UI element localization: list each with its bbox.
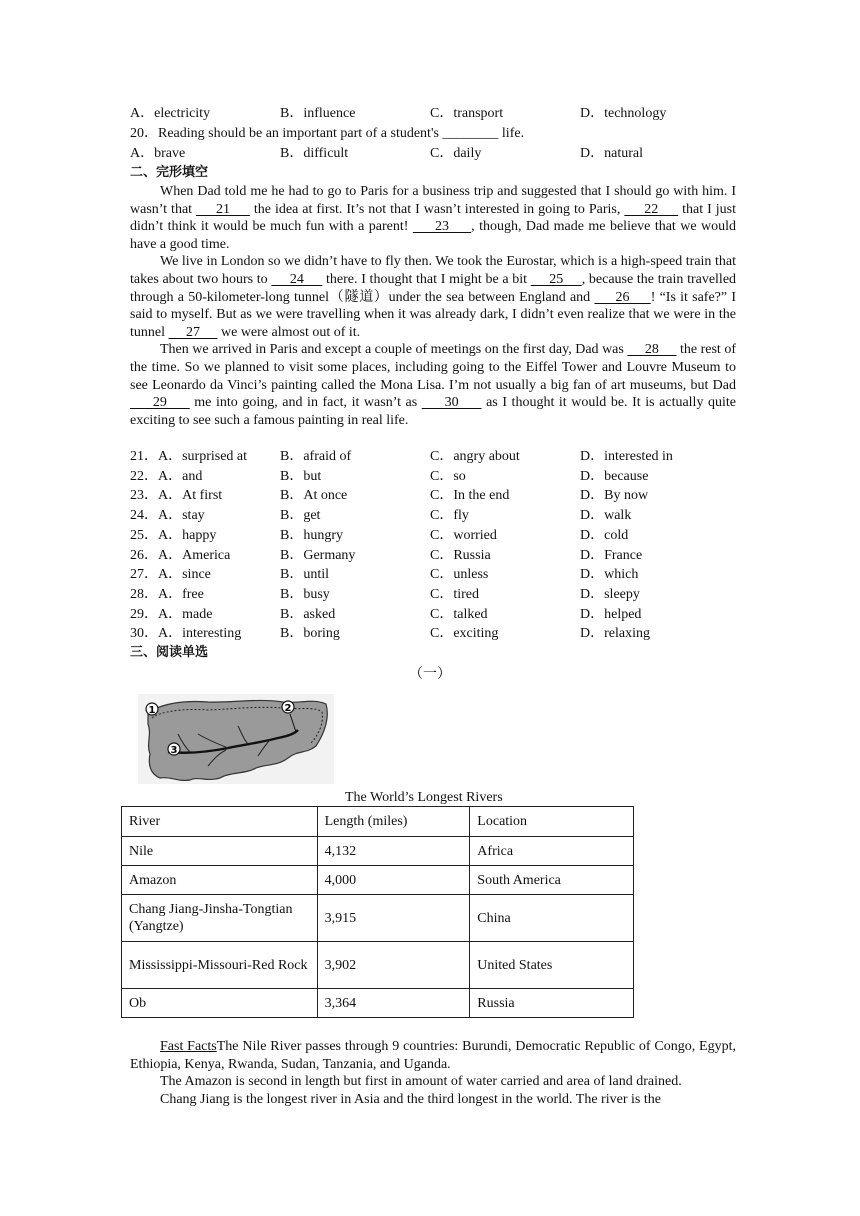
cloze-paragraph-2: We live in London so we didn’t have to fly then. We took the Eurostar, which is a high-speed train that takes about two hours to 24 there. I thought that I might be a bit 25 , because the train travelled through a 50-kilometer-long tunnel（隧道）under the sea between England and 26 ! “Is it safe?” I said to myself. But as we were travelling when it was already dark, I didn’t even realize that we were in the tunnel 27 we were almost out of it.	[130, 254, 737, 340]
cloze-paragraph-1: When Dad told me he had to go to Paris for a business trip and suggested that I should go with him. I wasn’t that 21 the idea at first. It’s not that I wasn’t interested in going to Paris, 22 that I just didn’t think it would be much fun with a parent! 23 , though, Dad made me believe that we would have a good time.	[130, 184, 737, 252]
blank-25: 25	[530, 271, 582, 287]
question-option	[580, 625, 650, 643]
question-number: 23．	[130, 488, 158, 504]
rivers-table	[121, 806, 634, 1018]
fast-facts	[130, 1038, 736, 1108]
question-option	[430, 606, 488, 624]
question-option	[280, 487, 347, 505]
question-option-text: B．busy	[280, 586, 330, 602]
question-option	[580, 566, 638, 584]
question-option-text: C．worried	[430, 527, 497, 543]
question-option-text: A．interesting	[158, 626, 242, 642]
question-option-text: C．In the end	[430, 488, 510, 504]
cell-river: Nile	[122, 837, 318, 866]
cloze-paragraph-3: Then we arrived in Paris and except a couple of meetings on the first day, Dad was 28 the rest of the time. So we planned to visit some places, including going to the Eiffel Tower and Louvre Museum to see Leonardo da Vinci’s painting called the Mona Lisa. I’m not usually a big fan of art museums, but Dad 29 me into going, and in fact, it wasn’t as 30 as I thought it would be. It is actually quite exciting to see such a famous painting in real life.	[130, 342, 737, 428]
cloze-passage	[130, 183, 736, 429]
question-row	[130, 487, 740, 505]
question-option-text: B．but	[280, 468, 322, 484]
passage-number: （一）	[409, 667, 451, 682]
question-option	[580, 448, 673, 466]
table-header-row	[122, 807, 634, 837]
question-option	[580, 586, 640, 604]
question-option-text: D．interested in	[580, 449, 673, 464]
question-option-text: B．hungry	[280, 527, 343, 543]
question-option	[430, 448, 520, 466]
question-number: 26．	[130, 547, 158, 563]
question-number: 22．	[130, 468, 158, 484]
question-option-text: D．By now	[580, 488, 649, 504]
question-option-text: C．angry about	[430, 449, 520, 464]
q19-options	[130, 105, 740, 123]
header-location: Location	[470, 807, 634, 837]
question-row	[130, 625, 740, 643]
header-length: Length (miles)	[317, 807, 470, 837]
question-option	[130, 547, 230, 565]
question-option-text: B．boring	[280, 626, 340, 642]
blank-21: 21	[196, 201, 250, 217]
blank-26: 26	[594, 289, 651, 305]
cell-location: South America	[470, 866, 634, 895]
blank-23: 23	[412, 219, 472, 235]
question-option	[280, 586, 330, 604]
question-option	[280, 468, 321, 486]
map-marker-3-label: 3	[170, 745, 178, 756]
fast-facts-paragraph-1: Fast FactsThe Nile River passes through 9 countries: Burundi, Democratic Republic of Congo, Egypt, Ethiopia, Kenya, Rwanda, Sudan, Tanzania, and Uganda.	[130, 1039, 736, 1072]
cell-river: Chang Jiang-Jinsha-Tongtian (Yangtze)	[122, 895, 318, 942]
question-number: 25．	[130, 527, 158, 543]
table-row	[122, 989, 634, 1018]
question-option-text: C．fly	[430, 508, 469, 524]
cell-length: 3,364	[317, 989, 470, 1018]
table-row	[122, 942, 634, 989]
question-option-text: A．free	[158, 586, 204, 602]
question-option-text: D．cold	[580, 527, 629, 543]
river-map-image	[138, 694, 334, 784]
table-row	[122, 837, 634, 866]
q20-options	[130, 145, 740, 163]
question-number: 28．	[130, 586, 158, 602]
question-option	[430, 547, 491, 565]
question-option-text: D．relaxing	[580, 626, 650, 642]
question-row	[130, 586, 740, 604]
q20-option-c: C．daily	[430, 146, 482, 161]
question-option-text: C．tired	[430, 586, 479, 602]
question-option	[580, 487, 648, 505]
cell-length: 3,915	[317, 895, 470, 942]
question-option-text: B．At once	[280, 488, 348, 504]
cell-length: 3,902	[317, 942, 470, 989]
question-option	[130, 606, 212, 624]
table-row	[122, 895, 634, 942]
question-option	[430, 586, 479, 604]
question-option	[130, 566, 211, 584]
question-option	[280, 507, 320, 525]
q20-option-a: A．brave	[130, 146, 186, 161]
question-option	[130, 586, 204, 604]
header-river: River	[122, 807, 318, 837]
question-option-text: A．stay	[158, 508, 205, 524]
question-option	[280, 547, 355, 565]
cell-river: Amazon	[122, 866, 318, 895]
table-row	[122, 866, 634, 895]
question-option	[280, 566, 329, 584]
question-option	[130, 487, 222, 505]
question-option	[280, 606, 335, 624]
question-option-text: B．asked	[280, 606, 336, 622]
question-option-text: D．helped	[580, 606, 642, 622]
question-option	[580, 527, 628, 545]
question-option	[580, 468, 648, 486]
question-option-text: C．so	[430, 468, 466, 484]
map-marker-2-label: 2	[284, 703, 292, 714]
q19-option-d: D．technology	[580, 106, 667, 121]
blank-24: 24	[271, 271, 323, 287]
question-option-text: D．because	[580, 468, 649, 484]
question-option	[130, 625, 241, 643]
cell-location: Africa	[470, 837, 634, 866]
section-3-title: 三、阅读单选	[130, 645, 209, 660]
map-marker-1-label: 1	[148, 705, 156, 716]
question-row	[130, 547, 740, 565]
cell-length: 4,000	[317, 866, 470, 895]
fast-facts-label: Fast Facts	[160, 1039, 217, 1054]
question-row	[130, 527, 740, 545]
question-option-text: C．talked	[430, 606, 488, 622]
question-option-text: A．made	[158, 606, 213, 622]
question-option	[130, 527, 216, 545]
question-row	[130, 566, 740, 584]
question-row	[130, 448, 740, 466]
q19-option-b: B．influence	[280, 106, 356, 121]
q20-option-b: B．difficult	[280, 146, 349, 161]
question-row	[130, 507, 740, 525]
question-option	[130, 448, 247, 466]
cell-location: China	[470, 895, 634, 942]
question-number: 27．	[130, 567, 158, 583]
question-option-text: A．America	[158, 547, 231, 563]
question-option	[280, 448, 351, 466]
question-option-text: A．since	[158, 567, 211, 583]
question-option-text: D．France	[580, 547, 643, 563]
blank-22: 22	[624, 201, 679, 217]
blank-28: 28	[627, 342, 677, 358]
question-option-text: D．which	[580, 567, 639, 583]
blank-30: 30	[421, 395, 482, 411]
question-option-text: A．and	[158, 468, 203, 484]
question-option-text: D．sleepy	[580, 586, 640, 602]
question-option-text: A．happy	[158, 527, 217, 543]
question-option	[280, 527, 343, 545]
section-2-title: 二、完形填空	[130, 165, 209, 180]
question-option-text: B．until	[280, 567, 330, 583]
blank-29: 29	[130, 395, 190, 411]
cell-location: United States	[470, 942, 634, 989]
blank-27: 27	[168, 324, 218, 340]
cell-river: Mississippi-Missouri-Red Rock	[122, 942, 318, 989]
table-caption: The World’s Longest Rivers	[345, 790, 503, 805]
question-option-text: A．At first	[158, 488, 223, 504]
question-number: 30．	[130, 626, 158, 642]
question-option	[130, 468, 202, 486]
question-option	[580, 547, 642, 565]
cell-length: 4,132	[317, 837, 470, 866]
question-number: 21．	[130, 449, 158, 464]
question-option-text: C．unless	[430, 567, 489, 583]
question-option-text: B．afraid of	[280, 449, 352, 464]
question-option	[280, 625, 340, 643]
question-option	[580, 606, 641, 624]
question-option-text: B．get	[280, 508, 321, 524]
cell-location: Russia	[470, 989, 634, 1018]
question-option-text: B．Germany	[280, 547, 356, 563]
fast-facts-paragraph-3: Chang Jiang is the longest river in Asia and the third longest in the world. The river is the	[160, 1091, 661, 1107]
question-number: 24．	[130, 508, 158, 524]
question-option	[430, 487, 509, 505]
question-option	[580, 507, 631, 525]
question-option	[430, 468, 466, 486]
question-row	[130, 468, 740, 486]
question-option	[430, 527, 497, 545]
q19-option-c: C．transport	[430, 106, 504, 121]
cell-river: Ob	[122, 989, 318, 1018]
question-option-text: D．walk	[580, 508, 632, 524]
question-option	[430, 507, 469, 525]
fast-facts-paragraph-2: The Amazon is second in length but first in amount of water carried and area of land drained.	[160, 1074, 682, 1090]
question-option	[430, 566, 488, 584]
question-option-text: C．exciting	[430, 626, 499, 642]
question-option	[430, 625, 498, 643]
q20-stem: 20．Reading should be an important part of a student's ________ life.	[130, 126, 525, 141]
question-row	[130, 606, 740, 624]
q19-option-a: A．electricity	[130, 106, 211, 121]
q20-option-d: D．natural	[580, 146, 643, 161]
question-option-text: C．Russia	[430, 547, 491, 563]
question-number: 29．	[130, 606, 158, 622]
question-option	[130, 507, 205, 525]
question-option-text: A．surprised at	[158, 449, 248, 464]
